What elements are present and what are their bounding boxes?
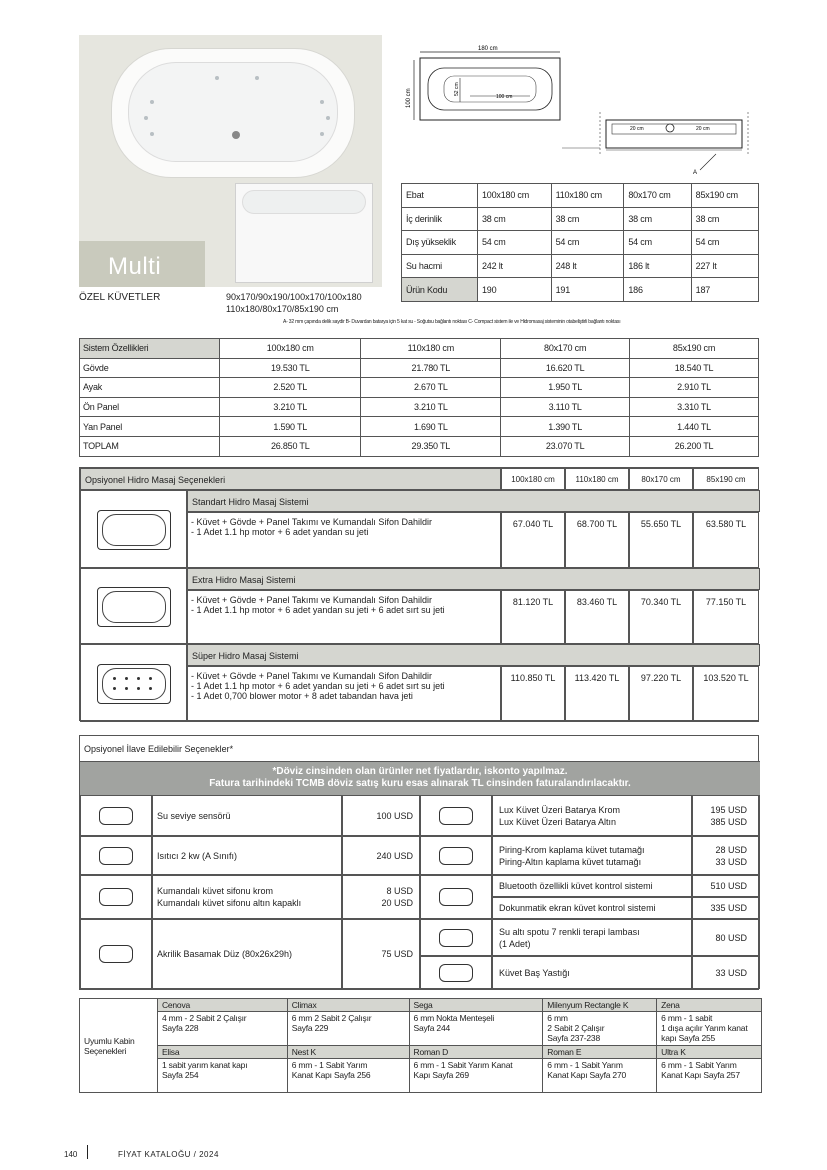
sensor-icon (80, 795, 152, 836)
option-line: Bluetooth özellikli küvet kontrol sistemi (499, 881, 653, 891)
hydro-col-header: 80x170 cm (629, 468, 693, 490)
price-label: TOPLAM (80, 436, 220, 456)
hydro-price: 103.520 TL (693, 666, 759, 722)
option-price (692, 897, 760, 919)
option-line: Isıtıcı 2 kw (A Sınıfı) (157, 850, 238, 861)
spec-label: İç derinlik (402, 207, 478, 231)
option-price (692, 836, 760, 875)
tub-basin (128, 62, 338, 162)
spec-value: 190 (478, 278, 552, 302)
cabin-label: Uyumlu Kabin Seçenekleri (80, 999, 158, 1093)
jet-dot (144, 116, 148, 120)
hydro-price: 67.040 TL (501, 512, 565, 568)
icon-shape (439, 847, 473, 865)
spec-value: 242 lt (478, 254, 552, 278)
price-value: 2.670 TL (361, 378, 501, 398)
hydro-price: 70.340 TL (629, 590, 693, 644)
price-header-cell: 85x190 cm (630, 339, 759, 359)
hydro-description (187, 512, 501, 568)
icon-shape (439, 888, 473, 906)
option-price (342, 836, 420, 875)
option-line: Piring-Krom kaplama küvet tutamağı (499, 844, 645, 855)
hydro-system-name: Süper Hidro Masaj Sistemi (187, 644, 760, 666)
option-line: Lux Küvet Üzeri Batarya Krom (499, 804, 621, 815)
cabin-name-row (80, 1046, 762, 1059)
spec-value: 54 cm (551, 231, 624, 255)
heater-icon (80, 836, 152, 875)
hydro-col-header: 100x180 cm (501, 468, 565, 490)
height-label: 100 cm (406, 88, 412, 108)
hydro-price: 83.460 TL (565, 590, 629, 644)
spec-label: Su hacmi (402, 254, 478, 278)
tub-side-rim (242, 190, 366, 214)
hydro-massage-section (79, 467, 759, 721)
cabin-name: Ultra K (657, 1046, 762, 1059)
mini-tub-basin (102, 668, 166, 700)
handle-icon (420, 836, 492, 875)
price-value: 3.210 TL (220, 397, 361, 417)
spec-value: 38 cm (624, 207, 691, 231)
cabin-desc: 6 mm - 1 Sabit Yarım Kanat Kapı Sayfa 257 (657, 1059, 762, 1093)
cabin-table (79, 998, 762, 1093)
spec-value: 38 cm (691, 207, 758, 231)
cabin-name: Nest K (287, 1046, 409, 1059)
hydro-price: 68.700 TL (565, 512, 629, 568)
mini-tub-icon (97, 664, 171, 704)
spec-value: 110x180 cm (551, 184, 624, 208)
option-price-line: 33 USD (715, 967, 747, 978)
inner-width-label: 52 cm (454, 82, 460, 96)
cabin-desc: 6 mm - 1 sabit 1 dışa açılır Yarım kanat kapı Sayfa 255 (657, 1012, 762, 1046)
hydro-price: 110.850 TL (501, 666, 565, 722)
option-price-line: 385 USD (710, 816, 747, 827)
hydro-desc-line: - Küvet + Gövde + Panel Takımı ve Kumandalı Sifon Dahildir (191, 595, 432, 605)
spec-value: 186 (624, 278, 691, 302)
option-name (492, 875, 692, 897)
option-price-line: 240 USD (376, 850, 413, 861)
icon-shape (99, 888, 133, 906)
mini-tub-icon (97, 587, 171, 627)
cabin-desc: 6 mm 2 Sabit 2 Çalışır Sayfa 237-238 (543, 1012, 657, 1046)
footer-divider (87, 1145, 88, 1159)
spec-value: 38 cm (551, 207, 624, 231)
option-name (492, 795, 692, 836)
pillow-icon (420, 956, 492, 989)
page-number: 140 (64, 1150, 78, 1159)
spec-value: 85x190 cm (691, 184, 758, 208)
jet-dot (150, 132, 154, 136)
size-line: 110x180/80x170/85x190 cm (226, 304, 339, 314)
hydro-price: 97.220 TL (629, 666, 693, 722)
control-panel-icon (420, 875, 492, 919)
jet-dot (215, 76, 219, 80)
option-name (152, 836, 342, 875)
price-value: 3.310 TL (630, 397, 759, 417)
option-line: Kumandalı küvet sifonu altın kapaklı (157, 898, 302, 908)
option-line: Piring-Altın kaplama küvet tutamağı (499, 856, 642, 867)
price-table (79, 338, 759, 457)
cabin-desc: 6 mm Nokta Menteşeli Sayfa 244 (409, 1012, 543, 1046)
price-row (80, 417, 759, 437)
option-price (692, 956, 760, 989)
price-header-cell: 110x180 cm (361, 339, 501, 359)
cabin-name: Zena (657, 999, 762, 1012)
option-price (692, 795, 760, 836)
option-line: (1 Adet) (499, 938, 531, 949)
jet-dot (150, 100, 154, 104)
option-price-line: 20 USD (381, 898, 413, 908)
option-line: Lux Küvet Üzeri Batarya Altın (499, 816, 617, 827)
option-price-line: 335 USD (710, 903, 747, 913)
price-value: 26.200 TL (630, 436, 759, 456)
hydro-price: 77.150 TL (693, 590, 759, 644)
banner-line: Fatura tarihindeki TCMB döviz satış kuru esas alınarak TL cinsinden faturalandırılacaktır. (209, 778, 631, 789)
price-value: 1.950 TL (501, 378, 630, 398)
price-row (80, 436, 759, 456)
price-label: Ayak (80, 378, 220, 398)
price-label: Ön Panel (80, 397, 220, 417)
size-options (226, 291, 362, 315)
hydro-desc-line: - Küvet + Gövde + Panel Takımı ve Kumandalı Sifon Dahildir (191, 517, 432, 527)
side-a-label: 20 cm (630, 126, 644, 132)
cabin-name: Climax (287, 999, 409, 1012)
spec-label: Ürün Kodu (402, 278, 478, 302)
option-name (492, 897, 692, 919)
spec-value: 227 lt (691, 254, 758, 278)
air-jet-dot (125, 677, 128, 680)
air-jet-dot (125, 687, 128, 690)
option-line: Kumandalı küvet sifonu krom (157, 886, 274, 896)
icon-shape (99, 945, 133, 963)
option-name (152, 919, 342, 989)
cabin-desc: 1 sabit yarım kanat kapı Sayfa 254 (157, 1059, 287, 1093)
hydro-desc-line: - 1 Adet 1.1 hp motor + 6 adet yandan su jeti + 6 adet sırt su jeti (191, 681, 445, 691)
hydro-desc-line: - Küvet + Gövde + Panel Takımı ve Kumandalı Sifon Dahildir (191, 671, 432, 681)
options-section (79, 735, 759, 990)
mini-tub-basin (102, 514, 166, 546)
option-name (492, 919, 692, 956)
air-jet-dot (137, 687, 140, 690)
hydro-description (187, 666, 501, 722)
price-value: 2.910 TL (630, 378, 759, 398)
option-line: Su altı spotu 7 renkli terapi lambası (499, 926, 640, 937)
mini-tub-icon (97, 510, 171, 550)
hydro-system-name: Standart Hidro Masaj Sistemi (187, 490, 760, 512)
icon-shape (99, 847, 133, 865)
hydro-col-header: 85x190 cm (693, 468, 759, 490)
cabin-name: Roman D (409, 1046, 543, 1059)
cabin-desc: 4 mm - 2 Sabit 2 Çalışır Sayfa 228 (157, 1012, 287, 1046)
price-value: 1.390 TL (501, 417, 630, 437)
jet-dot (320, 132, 324, 136)
option-price-line: 75 USD (381, 949, 413, 959)
air-jet-dot (113, 687, 116, 690)
marker-label: A (693, 170, 698, 176)
hydro-title: Opsiyonel Hidro Masaj Seçenekleri (80, 468, 501, 490)
hydro-col-header: 110x180 cm (565, 468, 629, 490)
hydro-image-cell (80, 490, 187, 568)
spec-value: 54 cm (691, 231, 758, 255)
spotlight-icon (420, 919, 492, 956)
option-price (342, 875, 420, 919)
option-price (692, 875, 760, 897)
siphon-icon (80, 875, 152, 919)
icon-shape (439, 929, 473, 947)
price-value: 1.440 TL (630, 417, 759, 437)
option-price-line: 33 USD (715, 856, 747, 867)
option-price (342, 795, 420, 836)
cabin-name: Milenyum Rectangle K (543, 999, 657, 1012)
options-title: Opsiyonel İlave Edilebilir Seçenekler* (80, 736, 760, 762)
option-line: Akrilik Basamak Düz (80x26x29h) (157, 949, 293, 959)
price-header-cell: Sistem Özellikleri (80, 339, 220, 359)
spec-row (402, 207, 759, 231)
cabin-name: Cenova (157, 999, 287, 1012)
price-label: Gövde (80, 358, 220, 378)
hydro-desc-line: - 1 Adet 1.1 hp motor + 6 adet yandan su jeti (191, 527, 369, 537)
price-value: 2.520 TL (220, 378, 361, 398)
spec-value: 38 cm (478, 207, 552, 231)
spec-value: 191 (551, 278, 624, 302)
spec-value: 54 cm (624, 231, 691, 255)
cabin-desc: 6 mm - 1 Sabit Yarım Kanat Kapı Sayfa 269 (409, 1059, 543, 1093)
option-name (492, 836, 692, 875)
hydro-system-name: Extra Hidro Masaj Sistemi (187, 568, 760, 590)
currency-banner (80, 762, 760, 795)
spec-value: 80x170 cm (624, 184, 691, 208)
hydro-price: 55.650 TL (629, 512, 693, 568)
option-price-line: 28 USD (715, 844, 747, 855)
spec-value: 100x180 cm (478, 184, 552, 208)
hydro-price: 63.580 TL (693, 512, 759, 568)
spec-row (402, 231, 759, 255)
option-price-line: 510 USD (710, 881, 747, 891)
hydro-price: 113.420 TL (565, 666, 629, 722)
price-value: 29.350 TL (361, 436, 501, 456)
hydro-image-cell (80, 644, 187, 722)
icon-shape (99, 807, 133, 825)
spec-row (402, 254, 759, 278)
cabin-name: Elisa (157, 1046, 287, 1059)
option-name (492, 956, 692, 989)
spec-table (401, 183, 759, 302)
spec-value: 248 lt (551, 254, 624, 278)
hydro-image-cell (80, 568, 187, 644)
price-row (80, 378, 759, 398)
hydro-desc-line: - 1 Adet 1.1 hp motor + 6 adet yandan su jeti + 6 adet sırt su jeti (191, 605, 445, 615)
width-label: 180 cm (478, 46, 498, 52)
step-icon (80, 919, 152, 989)
jet-dot (320, 100, 324, 104)
drain-icon (232, 131, 240, 139)
price-value: 1.590 TL (220, 417, 361, 437)
cabin-name: Sega (409, 999, 543, 1012)
price-value: 21.780 TL (361, 358, 501, 378)
cabin-desc: 6 mm 2 Sabit 2 Çalışır Sayfa 229 (287, 1012, 409, 1046)
price-label: Yan Panel (80, 417, 220, 437)
option-price-line: 8 USD (386, 886, 413, 896)
spec-value: 54 cm (478, 231, 552, 255)
icon-shape (439, 964, 473, 982)
air-jet-dot (149, 677, 152, 680)
option-price (692, 919, 760, 956)
size-line: 90x170/90x190/100x170/100x180 (226, 292, 362, 302)
spec-row (402, 184, 759, 208)
cabin-name-row (80, 999, 762, 1012)
category-label: ÖZEL KÜVETLER (79, 292, 161, 303)
price-row (80, 397, 759, 417)
cabin-desc-row (80, 1012, 762, 1046)
spec-value: 187 (691, 278, 758, 302)
option-line: Dokunmatik ekran küvet kontrol sistemi (499, 903, 656, 913)
price-row (80, 358, 759, 378)
price-value: 19.530 TL (220, 358, 361, 378)
hydro-price: 81.120 TL (501, 590, 565, 644)
option-name (152, 875, 342, 919)
spec-label: Dış yükseklik (402, 231, 478, 255)
hydro-desc-line: - 1 Adet 0,700 blower motor + 8 adet tabandan hava jeti (191, 691, 413, 701)
spec-row (402, 278, 759, 302)
price-value: 16.620 TL (501, 358, 630, 378)
mini-tub-basin (102, 591, 166, 623)
price-value: 26.850 TL (220, 436, 361, 456)
air-jet-dot (149, 687, 152, 690)
jet-dot (255, 76, 259, 80)
cabin-desc: 6 mm - 1 Sabit Yarım Kanat Kapı Sayfa 256 (287, 1059, 409, 1093)
price-value: 1.690 TL (361, 417, 501, 437)
cabin-desc-row (80, 1059, 762, 1093)
air-jet-dot (137, 677, 140, 680)
option-line: Su seviye sensörü (157, 810, 231, 821)
option-name (152, 795, 342, 836)
spec-label: Ebat (402, 184, 478, 208)
banner-line: *Döviz cinsinden olan ürünler net fiyatlardır, iskonto yapılmaz. (272, 766, 568, 777)
icon-shape (439, 807, 473, 825)
price-header-cell: 100x180 cm (220, 339, 361, 359)
price-header-cell: 80x170 cm (501, 339, 630, 359)
dimension-diagram (400, 40, 760, 180)
price-value: 3.210 TL (361, 397, 501, 417)
air-jet-dot (113, 677, 116, 680)
option-price (342, 919, 420, 989)
option-price-line: 195 USD (710, 804, 747, 815)
side-b-label: 20 cm (696, 126, 710, 132)
product-name: Multi (108, 253, 162, 280)
option-price-line: 80 USD (715, 932, 747, 943)
price-value: 23.070 TL (501, 436, 630, 456)
hydro-description (187, 590, 501, 644)
faucet-icon (420, 795, 492, 836)
option-line: Küvet Baş Yastığı (499, 967, 570, 978)
footnote: A- 32 mm çapında delik saydir B- Duvardan batarya için 5 kat su - Soğutsu bağlantı noktası C- Compact sistem ile ve Hidromasaj sisteminin otabeliştirli bağlantı noktası (283, 319, 621, 325)
cabin-desc: 6 mm - 1 Sabit Yarım Kanat Kapı Sayfa 270 (543, 1059, 657, 1093)
cabin-name: Roman E (543, 1046, 657, 1059)
spec-value: 186 lt (624, 254, 691, 278)
inner-length-label: 100 cm (496, 94, 513, 100)
option-price-line: 100 USD (376, 810, 413, 821)
catalog-title: FİYAT KATALOĞU / 2024 (118, 1150, 219, 1159)
price-value: 3.110 TL (501, 397, 630, 417)
price-header-row (80, 339, 759, 359)
price-value: 18.540 TL (630, 358, 759, 378)
jet-dot (326, 116, 330, 120)
